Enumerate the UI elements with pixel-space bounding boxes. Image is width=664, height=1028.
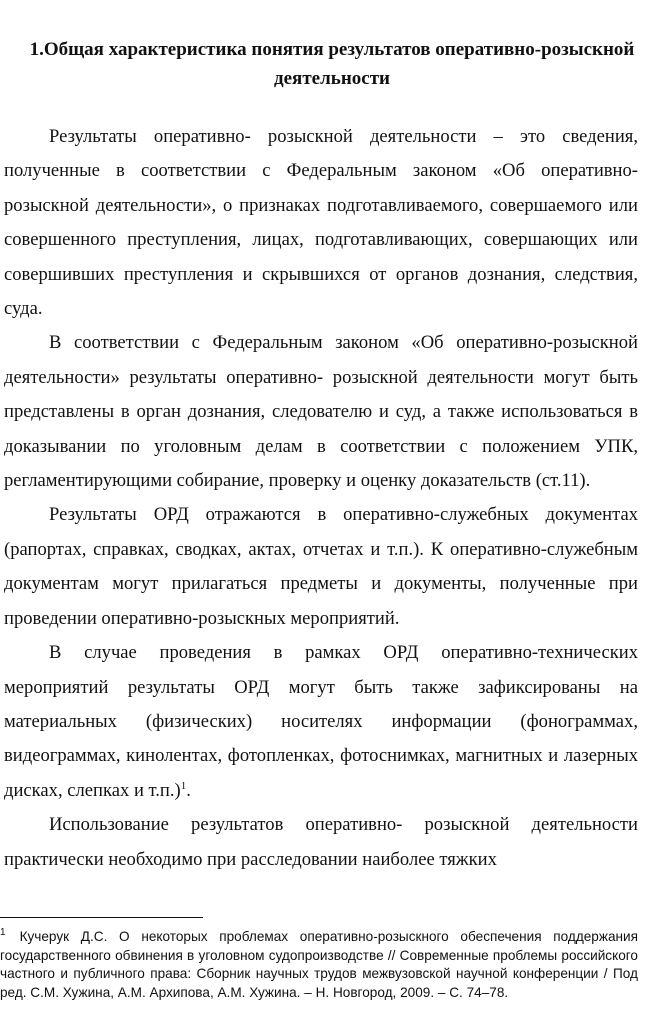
footnote [0, 928, 638, 1002]
paragraph: В соответствии с Федеральным законом «Об оперативно-розыскной деятельности» результаты оперативно- розыскной деятельности могут быть представлены в орган дознания, следователю и суд, а также использоваться в доказывании по уголовным делам в соответствии с положением УПК, регламентирующими собирание, проверку и оценку доказательств (ст.11). [4, 332, 638, 492]
paragraph-end: . [186, 779, 191, 801]
paragraph: Результаты оперативно- розыскной деятельности – это сведения, полученные в соответствии с Федеральным законом «Об оперативно-розыскной деятельности», о признаках подготавливаемого, совершаемого или совершенного преступления, лицах, подготавливающих, совершающих или совершивших преступления и скрывшихся от органов дознания, следствия, суда. [4, 126, 638, 320]
paragraph: Использование результатов оперативно- розыскной деятельности практически необходимо при расследовании наиболее тяжких [4, 814, 638, 870]
footnote-number: 1 [0, 927, 6, 939]
body-text [4, 120, 638, 877]
section-title: 1.Общая характеристика понятия результатов оперативно-розыскной деятельности [29, 39, 635, 89]
paragraph-text: В случае проведения в рамках ОРД оперативно-технических мероприятий результаты ОРД могут быть также зафиксированы на материальных (физических) носителях информации (фонограммах, видеограммах, кинолентах, фотопленках, фотоснимках, магнитных и лазерных дисках, слепках и т.п.) [4, 642, 638, 801]
footnote-text: Кучерук Д.С. О некоторых проблемах оперативно-розыскного обеспечения поддержания государственного обвинения в уголовном судопроизводстве // Современные проблемы российского частного и публичного права: Сборник научных трудов межвузовской научной конференции / Под ред. С.М. Хужина, А.М. Архипова, А.М. Хужина. – Н. Новгород, 2009. – С. 74–78. [0, 929, 638, 1000]
footnote-reference[interactable]: 1 [180, 779, 187, 792]
paragraph: Результаты ОРД отражаются в оперативно-служебных документах (рапортах, справках, сводках, актах, отчетах и т.п.). К оперативно-служебным документам могут прилагаться предметы и документы, полученные при проведении оперативно-розыскных мероприятий. [4, 504, 638, 629]
paragraph-with-footnote [4, 636, 638, 808]
footnote-separator [0, 917, 203, 918]
